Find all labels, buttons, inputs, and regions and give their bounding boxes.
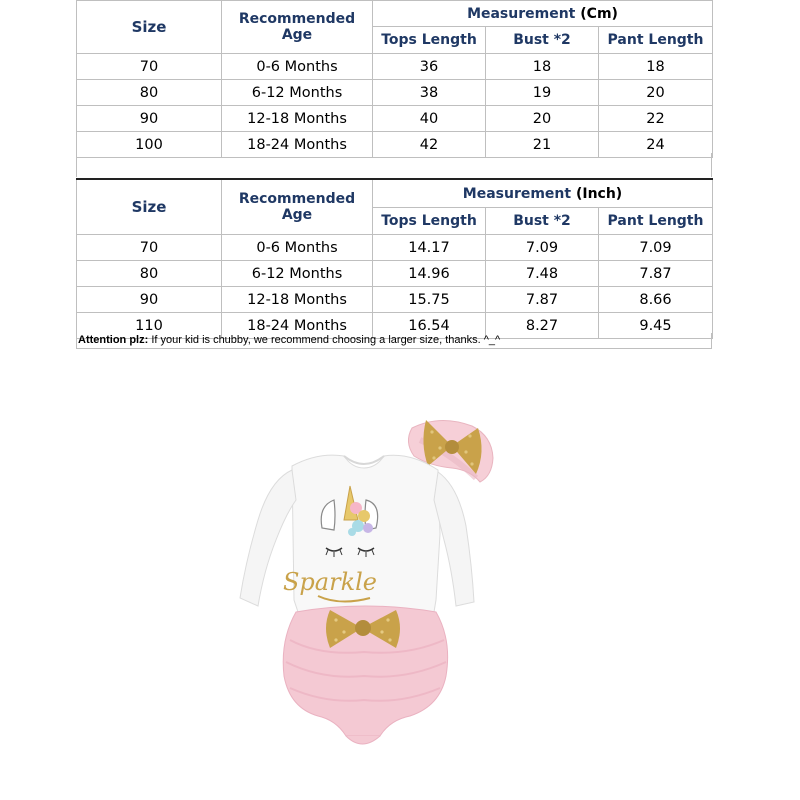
cell-size: 80 xyxy=(77,80,222,106)
cell-pant: 9.45 xyxy=(599,313,713,339)
cell-tops: 40 xyxy=(373,106,486,132)
attention-text: If your kid is chubby, we recommend choosing a larger size, thanks. ^_^ xyxy=(148,334,501,346)
cell-size: 90 xyxy=(77,287,222,313)
cell-bust: 19 xyxy=(486,80,599,106)
cell-tops: 14.17 xyxy=(373,235,486,261)
size-chart-inch-table xyxy=(76,178,713,339)
product-photo xyxy=(200,400,620,800)
header-tops-length: Tops Length xyxy=(373,27,486,54)
cell-age: 18-24 Months xyxy=(222,132,373,158)
header-recommended-age: Recommended Age xyxy=(222,179,373,235)
header-size: Size xyxy=(77,179,222,235)
cell-tops: 42 xyxy=(373,132,486,158)
product-print-text: Sparkle xyxy=(282,568,378,596)
table-spacer xyxy=(76,153,712,177)
table-row xyxy=(77,80,713,106)
cell-tops: 16.54 xyxy=(373,313,486,339)
cell-bust: 7.09 xyxy=(486,235,599,261)
table-row xyxy=(77,261,713,287)
cell-age: 6-12 Months xyxy=(222,80,373,106)
cell-age: 12-18 Months xyxy=(222,106,373,132)
cell-age: 0-6 Months xyxy=(222,235,373,261)
cell-bust: 20 xyxy=(486,106,599,132)
table-row xyxy=(77,106,713,132)
table-row xyxy=(77,54,713,80)
cell-pant: 24 xyxy=(599,132,713,158)
cell-pant: 7.87 xyxy=(599,261,713,287)
table-row xyxy=(77,235,713,261)
cell-size: 110 xyxy=(77,313,222,339)
cell-bust: 21 xyxy=(486,132,599,158)
cell-size: 70 xyxy=(77,235,222,261)
header-size: Size xyxy=(77,1,222,54)
cell-bust: 7.87 xyxy=(486,287,599,313)
header-tops-length: Tops Length xyxy=(373,208,486,235)
cell-age: 0-6 Months xyxy=(222,54,373,80)
cell-age: 6-12 Months xyxy=(222,261,373,287)
measurement-label: Measurement xyxy=(467,5,576,22)
cell-pant: 18 xyxy=(599,54,713,80)
cell-size: 100 xyxy=(77,132,222,158)
attention-note xyxy=(76,333,712,349)
header-pant-length: Pant Length xyxy=(599,208,713,235)
attention-label: Attention plz: xyxy=(78,334,149,346)
size-chart-cm-table xyxy=(76,0,713,158)
cell-pant: 20 xyxy=(599,80,713,106)
header-measurement-inch xyxy=(373,179,713,208)
tutu-bloomers xyxy=(283,606,447,744)
header-recommended-age: Recommended Age xyxy=(222,1,373,54)
header-pant-length: Pant Length xyxy=(599,27,713,54)
cell-tops: 36 xyxy=(373,54,486,80)
cell-size: 70 xyxy=(77,54,222,80)
table-row xyxy=(77,287,713,313)
measurement-unit: (Inch) xyxy=(575,185,623,202)
cell-tops: 38 xyxy=(373,80,486,106)
cell-bust: 18 xyxy=(486,54,599,80)
header-bust: Bust *2 xyxy=(486,27,599,54)
cell-pant: 7.09 xyxy=(599,235,713,261)
cell-size: 80 xyxy=(77,261,222,287)
cell-tops: 15.75 xyxy=(373,287,486,313)
cell-pant: 22 xyxy=(599,106,713,132)
cell-age: 12-18 Months xyxy=(222,287,373,313)
cell-bust: 8.27 xyxy=(486,313,599,339)
onesie xyxy=(240,455,474,618)
cell-age: 18-24 Months xyxy=(222,313,373,339)
header-measurement-cm xyxy=(373,1,713,27)
header-bust: Bust *2 xyxy=(486,208,599,235)
measurement-label: Measurement xyxy=(462,185,572,202)
measurement-unit: (Cm) xyxy=(580,5,618,22)
cell-bust: 7.48 xyxy=(486,261,599,287)
cell-size: 90 xyxy=(77,106,222,132)
cell-pant: 8.66 xyxy=(599,287,713,313)
cell-tops: 14.96 xyxy=(373,261,486,287)
